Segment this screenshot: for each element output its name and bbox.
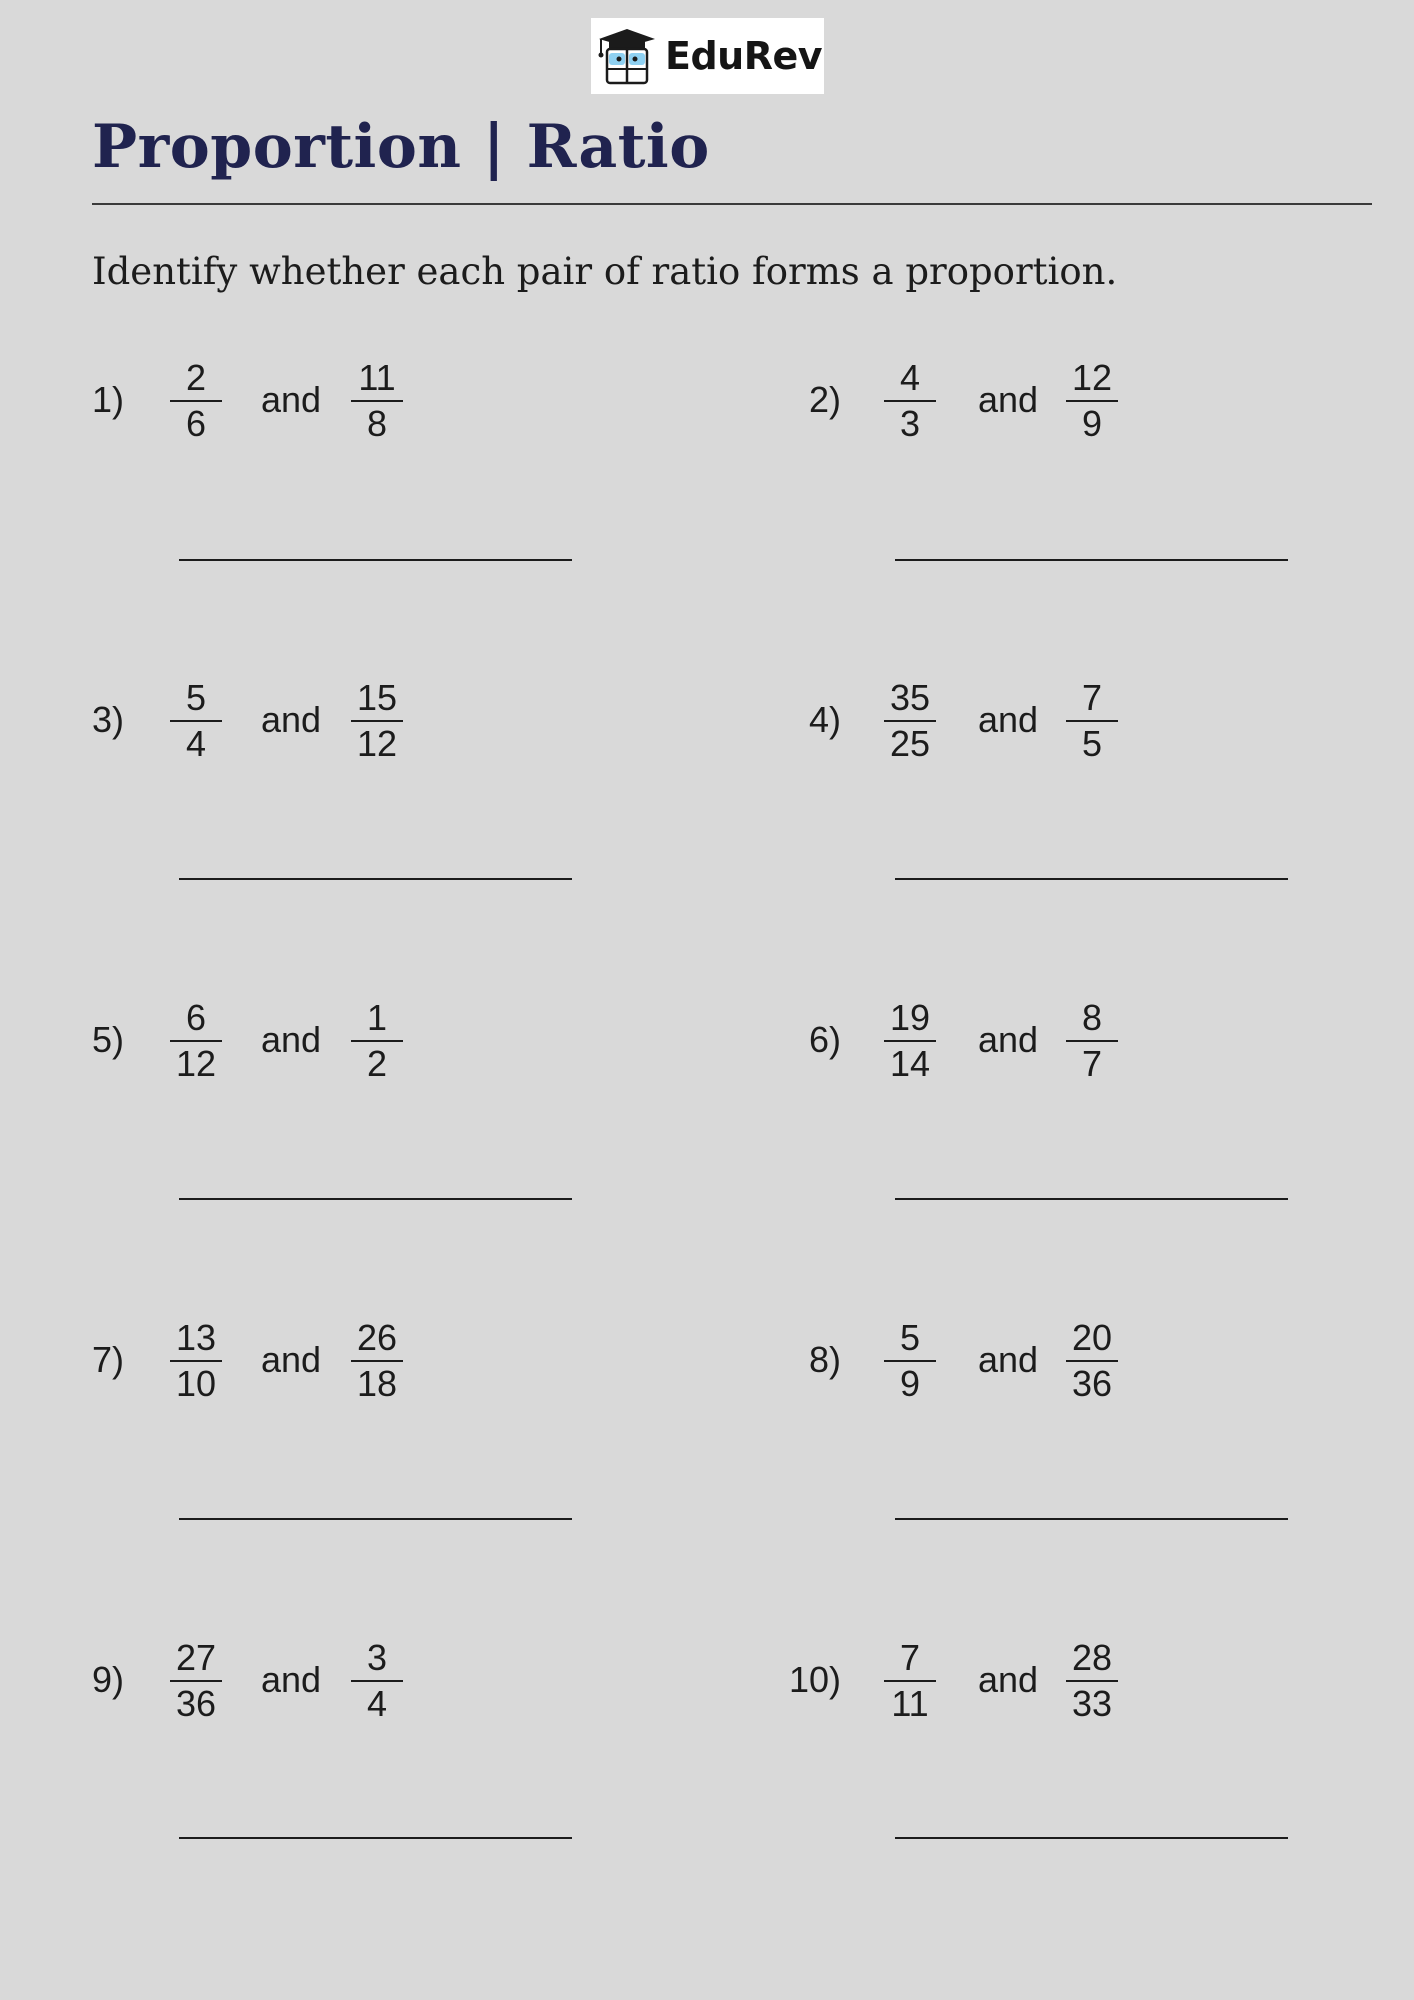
denominator: 7 — [1081, 1043, 1103, 1084]
fraction-b — [345, 998, 409, 1084]
denominator: 10 — [175, 1363, 217, 1404]
and-label: and — [978, 1659, 1039, 1700]
fraction-a — [164, 678, 228, 764]
and-label: and — [978, 699, 1039, 740]
fraction-b — [345, 678, 409, 764]
numerator: 7 — [899, 1637, 921, 1678]
title-divider — [92, 203, 1372, 205]
fraction-a — [878, 1318, 942, 1404]
denominator: 25 — [889, 723, 931, 764]
fraction-bar — [170, 1040, 222, 1042]
numerator: 6 — [185, 997, 207, 1038]
numerator: 11 — [358, 357, 396, 398]
answer-line-2[interactable] — [895, 559, 1288, 561]
answer-line-10[interactable] — [895, 1837, 1288, 1839]
numerator: 19 — [889, 997, 931, 1038]
fraction-bar — [351, 1680, 403, 1682]
numerator: 8 — [1081, 997, 1103, 1038]
fraction-bar — [884, 400, 936, 402]
answer-line-7[interactable] — [179, 1518, 572, 1520]
problem-10 — [789, 1638, 1369, 1728]
denominator: 18 — [356, 1363, 398, 1404]
denominator: 3 — [899, 403, 921, 444]
and-label: and — [261, 1339, 322, 1380]
numerator: 15 — [356, 677, 398, 718]
numerator: 5 — [899, 1317, 921, 1358]
fraction-a — [878, 678, 942, 764]
problem-number: 1) — [92, 379, 125, 420]
fraction-b — [345, 1318, 409, 1404]
denominator: 5 — [1081, 723, 1103, 764]
problem-number: 7) — [92, 1339, 125, 1380]
answer-line-4[interactable] — [895, 878, 1288, 880]
page-title: Proportion | Ratio — [92, 112, 710, 182]
problem-number: 10) — [789, 1659, 842, 1700]
denominator: 8 — [366, 403, 388, 444]
problem-7 — [92, 1318, 652, 1408]
numerator: 26 — [356, 1317, 398, 1358]
denominator: 12 — [356, 723, 398, 764]
edurev-logo — [591, 18, 824, 94]
numerator: 28 — [1071, 1637, 1113, 1678]
problem-4 — [809, 678, 1369, 768]
numerator: 4 — [899, 357, 921, 398]
and-label: and — [261, 1019, 322, 1060]
problem-2 — [809, 358, 1369, 448]
denominator: 9 — [899, 1363, 921, 1404]
problem-1 — [92, 358, 652, 448]
fraction-b — [1060, 358, 1124, 444]
fraction-bar — [1066, 720, 1118, 722]
and-label: and — [261, 1659, 322, 1700]
fraction-a — [164, 1638, 228, 1724]
and-label: and — [978, 1019, 1039, 1060]
fraction-bar — [1066, 400, 1118, 402]
instruction-text: Identify whether each pair of ratio forms a proportion. — [92, 250, 1118, 293]
numerator: 5 — [185, 677, 207, 718]
problem-3 — [92, 678, 652, 768]
denominator: 36 — [1071, 1363, 1113, 1404]
problem-number: 9) — [92, 1659, 125, 1700]
problem-number: 4) — [809, 699, 842, 740]
problem-8 — [809, 1318, 1369, 1408]
problem-number: 3) — [92, 699, 125, 740]
fraction-b — [345, 1638, 409, 1724]
denominator: 11 — [891, 1683, 929, 1724]
numerator: 3 — [366, 1637, 388, 1678]
answer-line-1[interactable] — [179, 559, 572, 561]
answer-line-9[interactable] — [179, 1837, 572, 1839]
fraction-bar — [1066, 1040, 1118, 1042]
fraction-b — [1060, 1318, 1124, 1404]
numerator: 13 — [175, 1317, 217, 1358]
fraction-bar — [884, 720, 936, 722]
problem-6 — [809, 998, 1369, 1088]
fraction-a — [164, 1318, 228, 1404]
numerator: 35 — [889, 677, 931, 718]
fraction-bar — [170, 1680, 222, 1682]
problem-number: 2) — [809, 379, 842, 420]
numerator: 1 — [366, 997, 388, 1038]
problem-number: 5) — [92, 1019, 125, 1060]
denominator: 33 — [1071, 1683, 1113, 1724]
fraction-bar — [170, 1360, 222, 1362]
numerator: 12 — [1071, 357, 1113, 398]
problem-5 — [92, 998, 652, 1088]
fraction-bar — [1066, 1360, 1118, 1362]
denominator: 2 — [366, 1043, 388, 1084]
and-label: and — [261, 699, 322, 740]
fraction-bar — [1066, 1680, 1118, 1682]
and-label: and — [261, 379, 322, 420]
fraction-bar — [351, 400, 403, 402]
fraction-a — [164, 998, 228, 1084]
graduation-cap-book-icon — [593, 25, 659, 87]
denominator: 12 — [175, 1043, 217, 1084]
fraction-bar — [351, 1360, 403, 1362]
fraction-a — [878, 1638, 942, 1724]
numerator: 2 — [185, 357, 207, 398]
fraction-bar — [170, 720, 222, 722]
denominator: 6 — [185, 403, 207, 444]
problem-9 — [92, 1638, 652, 1728]
answer-line-6[interactable] — [895, 1198, 1288, 1200]
fraction-b — [345, 358, 409, 444]
fraction-bar — [884, 1360, 936, 1362]
fraction-b — [1060, 998, 1124, 1084]
fraction-a — [878, 358, 942, 444]
answer-line-3[interactable] — [179, 878, 572, 880]
denominator: 9 — [1081, 403, 1103, 444]
numerator: 20 — [1071, 1317, 1113, 1358]
logo-text: EduRev — [665, 34, 823, 78]
fraction-b — [1060, 678, 1124, 764]
fraction-a — [164, 358, 228, 444]
and-label: and — [978, 1339, 1039, 1380]
denominator: 4 — [366, 1683, 388, 1724]
fraction-bar — [884, 1040, 936, 1042]
denominator: 4 — [185, 723, 207, 764]
numerator: 27 — [175, 1637, 217, 1678]
fraction-b — [1060, 1638, 1124, 1724]
answer-line-8[interactable] — [895, 1518, 1288, 1520]
and-label: and — [978, 379, 1039, 420]
fraction-bar — [351, 720, 403, 722]
problem-number: 6) — [809, 1019, 842, 1060]
problem-number: 8) — [809, 1339, 842, 1380]
denominator: 36 — [175, 1683, 217, 1724]
denominator: 14 — [889, 1043, 931, 1084]
answer-line-5[interactable] — [179, 1198, 572, 1200]
fraction-bar — [884, 1680, 936, 1682]
numerator: 7 — [1081, 677, 1103, 718]
fraction-a — [878, 998, 942, 1084]
fraction-bar — [351, 1040, 403, 1042]
fraction-bar — [170, 400, 222, 402]
